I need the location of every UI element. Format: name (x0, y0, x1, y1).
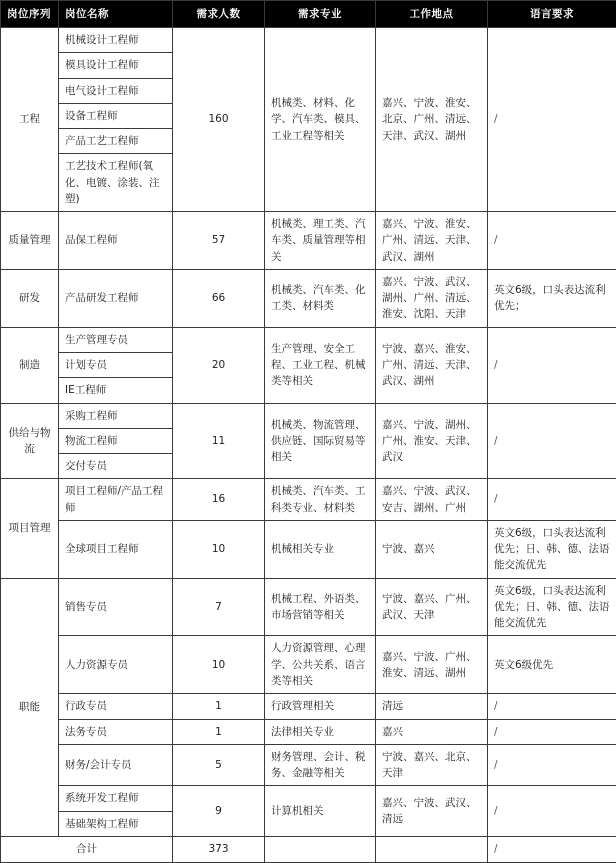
location-cell: 嘉兴、宁波、武汉、湖州、广州、清远、淮安、沈阳、天津 (376, 269, 488, 327)
header-language: 语言要求 (488, 1, 616, 28)
language-cell: / (488, 403, 616, 479)
headcount-cell: 160 (173, 28, 265, 212)
major-cell: 机械相关专业 (265, 520, 376, 578)
table-row (1, 327, 616, 352)
job-title-cell: 销售专员 (59, 578, 173, 636)
language-cell: / (488, 719, 616, 744)
language-cell: 英文6级，口头表达流利优先； (488, 269, 616, 327)
job-title-cell: 采购工程师 (59, 403, 173, 428)
table-row (1, 479, 616, 521)
location-cell: 嘉兴、宁波、淮安、北京、广州、清远、天津、武汉、湖州 (376, 28, 488, 212)
location-cell: 宁波、嘉兴、淮安、广州、清远、天津、武汉、湖州 (376, 327, 488, 403)
table-row (1, 269, 616, 327)
job-series-cell: 质量管理 (1, 212, 59, 270)
job-title-cell: 基础架构工程师 (59, 811, 173, 836)
header-job-series: 岗位序列 (1, 1, 59, 28)
table-row (1, 403, 616, 428)
total-location-cell (376, 836, 488, 862)
header-row (1, 1, 616, 28)
major-cell: 行政管理相关 (265, 694, 376, 719)
job-title-cell: 品保工程师 (59, 212, 173, 270)
table-row (1, 744, 616, 786)
table-row (1, 694, 616, 719)
total-language-cell: / (488, 836, 616, 862)
location-cell: 宁波、嘉兴、广州、武汉、天津 (376, 578, 488, 636)
major-cell: 法律相关专业 (265, 719, 376, 744)
major-cell: 机械类、理工类、汽车类、质量管理等相关 (265, 212, 376, 270)
language-cell: / (488, 744, 616, 786)
job-title-cell: 行政专员 (59, 694, 173, 719)
location-cell: 嘉兴、宁波、广州、淮安、清远、湖州 (376, 636, 488, 694)
major-cell: 财务管理、会计、税务、金融等相关 (265, 744, 376, 786)
table-row (1, 786, 616, 811)
location-cell: 嘉兴、宁波、武汉、清远 (376, 786, 488, 837)
table-row (1, 719, 616, 744)
location-cell: 嘉兴、宁波、淮安、广州、清远、天津、武汉、湖州 (376, 212, 488, 270)
major-cell: 计算机相关 (265, 786, 376, 837)
job-title-cell: 人力资源专员 (59, 636, 173, 694)
headcount-cell: 57 (173, 212, 265, 270)
language-cell: / (488, 28, 616, 212)
job-title-cell: 生产管理专员 (59, 327, 173, 352)
job-series-cell: 供给与物流 (1, 403, 59, 479)
language-cell: / (488, 694, 616, 719)
major-cell: 生产管理、安全工程、工业工程、机械类等相关 (265, 327, 376, 403)
job-title-cell: 产品工艺工程师 (59, 129, 173, 154)
job-series-cell: 研发 (1, 269, 59, 327)
major-cell: 机械类、汽车类、工科类专业、材料类 (265, 479, 376, 521)
job-series-cell: 制造 (1, 327, 59, 403)
language-cell: 英文6级，口头表达流利优先；日、韩、德、法语能交流优先 (488, 578, 616, 636)
total-major-cell (265, 836, 376, 862)
headcount-cell: 20 (173, 327, 265, 403)
job-series-cell: 工程 (1, 28, 59, 212)
headcount-cell: 7 (173, 578, 265, 636)
headcount-cell: 5 (173, 744, 265, 786)
table-row (1, 212, 616, 270)
job-title-cell: 计划专员 (59, 352, 173, 377)
headcount-cell: 66 (173, 269, 265, 327)
table-row (1, 520, 616, 578)
table-header (1, 1, 616, 28)
table-body (1, 28, 616, 863)
major-cell: 机械工程、外语类、市场营销等相关 (265, 578, 376, 636)
job-title-cell: 电气设计工程师 (59, 78, 173, 103)
location-cell: 嘉兴、宁波、武汉、安吉、湖州、广州 (376, 479, 488, 521)
header-job-title: 岗位名称 (59, 1, 173, 28)
location-cell: 嘉兴、宁波、湖州、广州、淮安、天津、武汉 (376, 403, 488, 479)
job-title-cell: 模具设计工程师 (59, 53, 173, 78)
headcount-cell: 9 (173, 786, 265, 837)
job-series-cell: 项目管理 (1, 479, 59, 578)
job-title-cell: 法务专员 (59, 719, 173, 744)
table-row (1, 578, 616, 636)
language-cell: 英文6级优先 (488, 636, 616, 694)
job-title-cell: 设备工程师 (59, 103, 173, 128)
job-title-cell: 交付专员 (59, 454, 173, 479)
language-cell: / (488, 327, 616, 403)
headcount-cell: 10 (173, 520, 265, 578)
job-title-cell: IE工程师 (59, 378, 173, 403)
job-title-cell: 物流工程师 (59, 428, 173, 453)
header-major: 需求专业 (265, 1, 376, 28)
headcount-cell: 10 (173, 636, 265, 694)
header-headcount: 需求人数 (173, 1, 265, 28)
total-label-cell: 合计 (1, 836, 173, 862)
language-cell: / (488, 786, 616, 837)
job-title-cell: 系统开发工程师 (59, 786, 173, 811)
job-title-cell: 工艺技术工程师(氧化、电镀、涂装、注塑) (59, 154, 173, 212)
language-cell: / (488, 479, 616, 521)
headcount-cell: 16 (173, 479, 265, 521)
major-cell: 人力资源管理、心理学、公共关系、语言类等相关 (265, 636, 376, 694)
headcount-cell: 11 (173, 403, 265, 479)
headcount-cell: 1 (173, 719, 265, 744)
location-cell: 嘉兴 (376, 719, 488, 744)
job-title-cell: 产品研发工程师 (59, 269, 173, 327)
language-cell: / (488, 212, 616, 270)
job-title-cell: 项目工程师/产品工程师 (59, 479, 173, 521)
location-cell: 宁波、嘉兴 (376, 520, 488, 578)
headcount-cell: 1 (173, 694, 265, 719)
table-row (1, 28, 616, 53)
location-cell: 清远 (376, 694, 488, 719)
major-cell: 机械类、材料、化学、汽车类、模具、工业工程等相关 (265, 28, 376, 212)
location-cell: 宁波、嘉兴、北京、天津 (376, 744, 488, 786)
total-row (1, 836, 616, 862)
job-title-cell: 财务/会计专员 (59, 744, 173, 786)
language-cell: 英文6级，口头表达流利优先；日、韩、德、法语能交流优先 (488, 520, 616, 578)
table-row (1, 636, 616, 694)
job-title-cell: 机械设计工程师 (59, 28, 173, 53)
major-cell: 机械类、物流管理、供应链、国际贸易等相关 (265, 403, 376, 479)
header-location: 工作地点 (376, 1, 488, 28)
total-headcount-cell: 373 (173, 836, 265, 862)
job-title-cell: 全球项目工程师 (59, 520, 173, 578)
major-cell: 机械类、汽车类、化工类、材料类 (265, 269, 376, 327)
job-series-cell: 职能 (1, 578, 59, 836)
